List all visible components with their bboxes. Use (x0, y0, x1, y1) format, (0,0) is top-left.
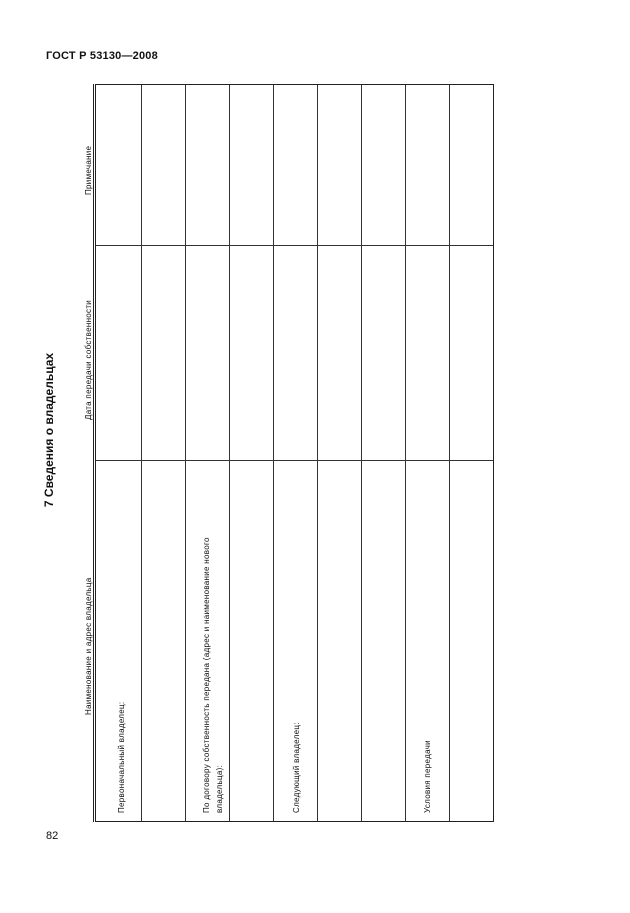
standard-header: ГОСТ Р 53130—2008 (46, 50, 158, 62)
row-divider-3 (229, 85, 230, 821)
row-label-transfer-contract: По договору собственность передана (адрес и наименование нового владельца): (202, 537, 224, 813)
row-label-initial-owner: Первоначальный владелец: (117, 701, 126, 813)
header-note: Примечание (84, 145, 93, 195)
header-owner: Наименование и адрес владельца (84, 577, 93, 715)
column-divider-date-owner (96, 460, 493, 461)
row-divider-7 (405, 85, 406, 821)
row-divider-4 (273, 85, 274, 821)
row-divider-8 (449, 85, 450, 821)
section-title: 7 Сведения о владельцах (42, 352, 56, 508)
row-divider-2 (185, 85, 186, 821)
owners-table (84, 84, 494, 822)
column-divider-note-date (96, 245, 493, 246)
row-label-next-owner: Следующий владелец: (292, 722, 301, 813)
page-number: 82 (46, 830, 59, 842)
row-divider-5 (317, 85, 318, 821)
header-date: Дата передачи собственности (84, 299, 93, 420)
row-label-transfer-terms: Условия передачи (423, 740, 432, 813)
row-divider-1 (141, 85, 142, 821)
row-divider-6 (361, 85, 362, 821)
